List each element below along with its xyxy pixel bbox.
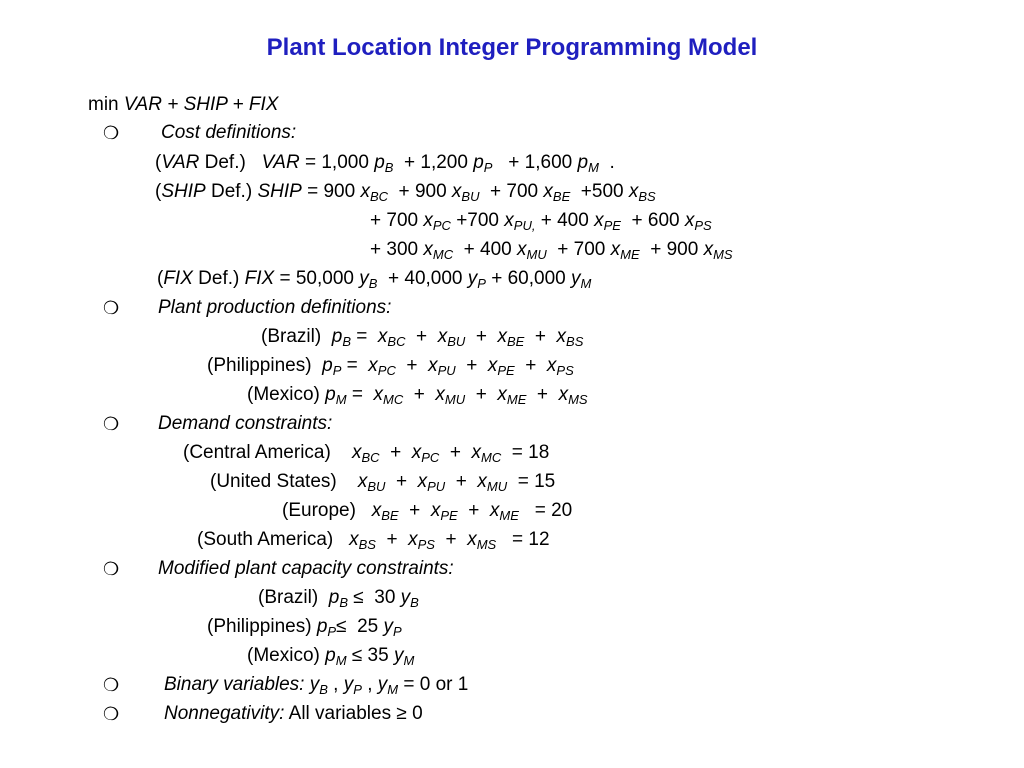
capacity-philippines: (Philippines) $p_P\le 25$ $y_P$: [207, 616, 402, 639]
demand-central-america: (Central America) $x_{BC} + x_{PC} + x_{MC} = 18$: [183, 442, 550, 465]
bullet-icon: ❍: [103, 123, 120, 143]
production-brazil: (Brazil) $p_B = x_{BC} + x_{BU} + x_{BE} + x_{BS}$: [261, 326, 584, 349]
section-capacity-constraints: Modified plant capacity constraints:: [158, 558, 454, 579]
objective-line: [88, 93, 278, 117]
production-mexico: (Mexico) $p_M = x_{MC} + x_{MU} + x_{ME} + x_{MS}$: [247, 384, 588, 407]
ship-definition-line-3: + 300 $x_{MC} + 400$ $x_{MU} + 700$ $x_{ME} + 900$ $x_{MS}$: [370, 239, 733, 262]
bullet-icon: ❍: [103, 559, 120, 579]
section-demand-constraints: Demand constraints:: [158, 413, 333, 434]
demand-south-america: (South America) $x_{BS} + x_{PS} + x_{MS} = 12$: [197, 529, 550, 552]
ship-definition-line-1: (SHIP Def.) SHIP = 900 $x_{BC} + 900$ $x_{BU} + 700$ $x_{BE} +500$ $x_{BS}$: [155, 181, 656, 204]
nonnegativity: Nonnegativity: All variables ≥ 0: [164, 703, 423, 724]
section-plant-production: Plant production definitions:: [158, 297, 392, 318]
page-title: Plant Location Integer Programming Model: [266, 34, 758, 61]
demand-europe: (Europe) $x_{BE} + x_{PE} + x_{ME} = 20$: [282, 500, 573, 523]
capacity-mexico: (Mexico) $p_M \le 35$ $y_M$: [247, 645, 415, 668]
bullet-icon: ❍: [103, 704, 120, 724]
section-cost-definitions: Cost definitions:: [161, 122, 297, 143]
bullet-icon: ❍: [103, 298, 120, 318]
objective-expression: VAR + SHIP + FIX: [123, 94, 279, 115]
production-philippines: (Philippines) $p_P = x_{PC} + x_{PU} + x_{PE} + x_{PS}$: [207, 355, 574, 378]
demand-united-states: (United States) $x_{BU} + x_{PU} + x_{MU} = 15$: [210, 471, 556, 494]
bullet-icon: ❍: [103, 414, 120, 434]
binary-variables: Binary variables: $y_B$ , $y_P$ , $y_M = 0$ or 1: [164, 674, 469, 697]
objective-min: min: [88, 94, 119, 115]
ship-definition-line-2: + 700 $x_{PC} +700$ $x_{PU,} + 400$ $x_{PE} + 600$ $x_{PS}$: [370, 210, 712, 233]
bullet-icon: ❍: [103, 675, 120, 695]
fix-definition: (FIX Def.) FIX = 50,000 $y_B + 40,000$ $y_P + 60,000$ $y_M$: [157, 268, 592, 291]
capacity-brazil: (Brazil) $p_B \le 30$ $y_B$: [258, 587, 419, 610]
var-definition: (VAR Def.) VAR = 1,000 $p_B + 1,200$ $p_P + 1,600$ $p_M$ .: [155, 152, 615, 175]
